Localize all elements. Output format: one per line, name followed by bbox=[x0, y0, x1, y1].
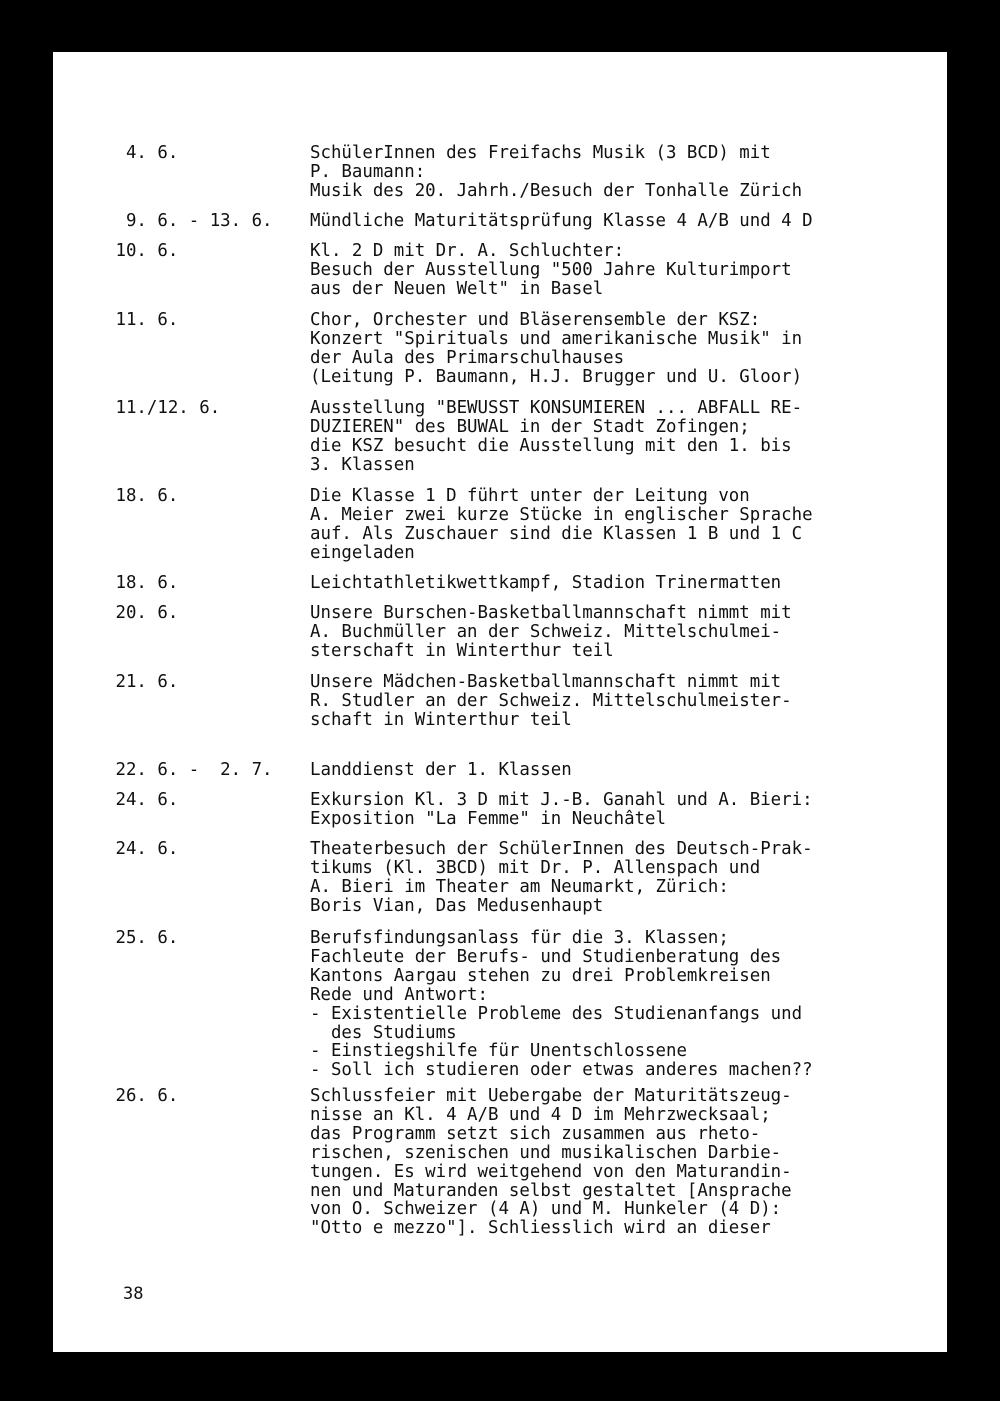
entry-text-line: Musik des 20. Jahrh./Besuch der Tonhalle Zürich bbox=[310, 180, 803, 201]
entry-text-line: der Aula des Primarschulhauses bbox=[310, 347, 625, 368]
entry-date: 22. 6. - 2. 7. bbox=[105, 760, 273, 780]
entry-text-line: Theaterbesuch der SchülerInnen des Deutsch-Prak- bbox=[310, 839, 813, 859]
entry-text-line: Exkursion Kl. 3 D mit J.-B. Ganahl und A. Bieri: bbox=[310, 790, 813, 810]
entry-text-line: aus der Neuen Welt" in Basel bbox=[310, 278, 604, 299]
entry-text-line: die KSZ besucht die Ausstellung mit den 1. bis bbox=[310, 435, 792, 456]
entry-text-line: - Existentielle Probleme des Studienanfangs und bbox=[310, 1003, 803, 1024]
entry-text-line: A. Buchmüller an der Schweiz. Mittelschulmei- bbox=[310, 621, 782, 642]
entry-text-line: nisse an Kl. 4 A/B und 4 D im Mehrzwecksaal; bbox=[310, 1104, 771, 1125]
entry-text-line: das Programm setzt sich zusammen aus rheto- bbox=[310, 1123, 761, 1144]
entry-description bbox=[310, 1087, 930, 1238]
entry-text-line: - Soll ich studieren oder etwas anderes machen?? bbox=[310, 1060, 813, 1081]
entry-description bbox=[310, 144, 930, 201]
entry-description bbox=[310, 574, 930, 593]
entry-text-line: schaft in Winterthur teil bbox=[310, 709, 572, 730]
entry-text-line: von O. Schweizer (4 A) und M. Hunkeler (4 D): bbox=[310, 1199, 782, 1220]
entry-text-line: Konzert "Spirituals und amerikanische Musik" in bbox=[310, 328, 803, 349]
entry-text-line: rischen, szenischen und musikalischen Darbie- bbox=[310, 1142, 782, 1163]
entry-text-line: 3. Klassen bbox=[310, 454, 415, 475]
entry-date: 11./12. 6. bbox=[105, 398, 221, 418]
entry-description bbox=[310, 929, 930, 1080]
entry-text-line: auf. Als Zuschauer sind die Klassen 1 B und 1 C bbox=[310, 523, 803, 544]
entry-text-line: Unsere Mädchen-Basketballmannschaft nimmt mit bbox=[310, 672, 782, 692]
entry-text-line: Die Klasse 1 D führt unter der Leitung von bbox=[310, 486, 750, 506]
entry-description bbox=[310, 761, 930, 780]
entry-description bbox=[310, 399, 930, 475]
entry-date: 25. 6. bbox=[105, 928, 179, 948]
entry-text-line: Chor, Orchester und Bläserensemble der KSZ: bbox=[310, 310, 761, 330]
entry-date: 18. 6. bbox=[105, 573, 179, 593]
entry-text-line: Mündliche Maturitätsprüfung Klasse 4 A/B und 4 D bbox=[310, 211, 813, 231]
entry-date: 4. 6. bbox=[105, 143, 179, 163]
entry-text-line: tikums (Kl. 3BCD) mit Dr. P. Allenspach und bbox=[310, 857, 761, 878]
entry-text-line: des Studiums bbox=[310, 1022, 457, 1043]
entry-description bbox=[310, 487, 930, 563]
entry-description bbox=[310, 791, 930, 829]
entry-description bbox=[310, 604, 930, 661]
entry-description bbox=[310, 840, 930, 916]
entry-date: 24. 6. bbox=[105, 839, 179, 859]
entry-date: 10. 6. bbox=[105, 241, 179, 261]
entry-text-line: nen und Maturanden selbst gestaltet [Ansprache bbox=[310, 1180, 792, 1201]
entry-text-line: R. Studler an der Schweiz. Mittelschulmeister- bbox=[310, 690, 792, 711]
entry-text-line: Exposition "La Femme" in Neuchâtel bbox=[310, 808, 666, 829]
entry-date: 18. 6. bbox=[105, 486, 179, 506]
entry-text-line: eingeladen bbox=[310, 542, 415, 563]
entry-text-line: "Otto e mezzo"]. Schliesslich wird an dieser bbox=[310, 1218, 771, 1239]
entry-text-line: P. Baumann: bbox=[310, 161, 426, 182]
entry-date: 20. 6. bbox=[105, 603, 179, 623]
entry-text-line: Schlussfeier mit Uebergabe der Maturitätszeug- bbox=[310, 1086, 792, 1106]
entry-text-line: Rede und Antwort: bbox=[310, 984, 488, 1005]
entry-text-line: - Einstiegshilfe für Unentschlossene bbox=[310, 1041, 687, 1062]
entry-text-line: SchülerInnen des Freifachs Musik (3 BCD) mit bbox=[310, 143, 771, 163]
entry-date: 9. 6. - 13. 6. bbox=[105, 211, 273, 231]
entry-text-line: Ausstellung "BEWUSST KONSUMIEREN ... ABFALL RE- bbox=[310, 398, 803, 418]
entry-description bbox=[310, 311, 930, 387]
entry-text-line: A. Meier zwei kurze Stücke in englischer Sprache bbox=[310, 504, 813, 525]
entry-text-line: Besuch der Ausstellung "500 Jahre Kulturimport bbox=[310, 259, 792, 280]
page-number: 38 bbox=[123, 1284, 144, 1304]
entry-text-line: DUZIEREN" des BUWAL in der Stadt Zofingen; bbox=[310, 416, 750, 437]
entry-date: 24. 6. bbox=[105, 790, 179, 810]
entry-text-line: Boris Vian, Das Medusenhaupt bbox=[310, 895, 604, 916]
entry-text-line: A. Bieri im Theater am Neumarkt, Zürich: bbox=[310, 876, 729, 897]
entry-text-line: Landdienst der 1. Klassen bbox=[310, 760, 572, 780]
entry-text-line: Fachleute der Berufs- und Studienberatung des bbox=[310, 946, 782, 967]
entry-date: 21. 6. bbox=[105, 672, 179, 692]
entry-text-line: Berufsfindungsanlass für die 3. Klassen; bbox=[310, 928, 729, 948]
entry-text-line: sterschaft in Winterthur teil bbox=[310, 640, 614, 661]
entry-text-line: tungen. Es wird weitgehend von den Maturandin- bbox=[310, 1161, 792, 1182]
entry-text-line: Unsere Burschen-Basketballmannschaft nimmt mit bbox=[310, 603, 792, 623]
entry-description bbox=[310, 212, 930, 231]
entry-text-line: Leichtathletikwettkampf, Stadion Trinermatten bbox=[310, 573, 782, 593]
entry-description bbox=[310, 673, 930, 730]
entry-description bbox=[310, 242, 930, 299]
entry-date: 26. 6. bbox=[105, 1086, 179, 1106]
entry-text-line: Kantons Aargau stehen zu drei Problemkreisen bbox=[310, 965, 771, 986]
entry-list bbox=[53, 52, 947, 1352]
document-page bbox=[53, 52, 947, 1352]
entry-text-line: Kl. 2 D mit Dr. A. Schluchter: bbox=[310, 241, 625, 261]
entry-date: 11. 6. bbox=[105, 310, 179, 330]
entry-text-line: (Leitung P. Baumann, H.J. Brugger und U. Gloor) bbox=[310, 366, 803, 387]
